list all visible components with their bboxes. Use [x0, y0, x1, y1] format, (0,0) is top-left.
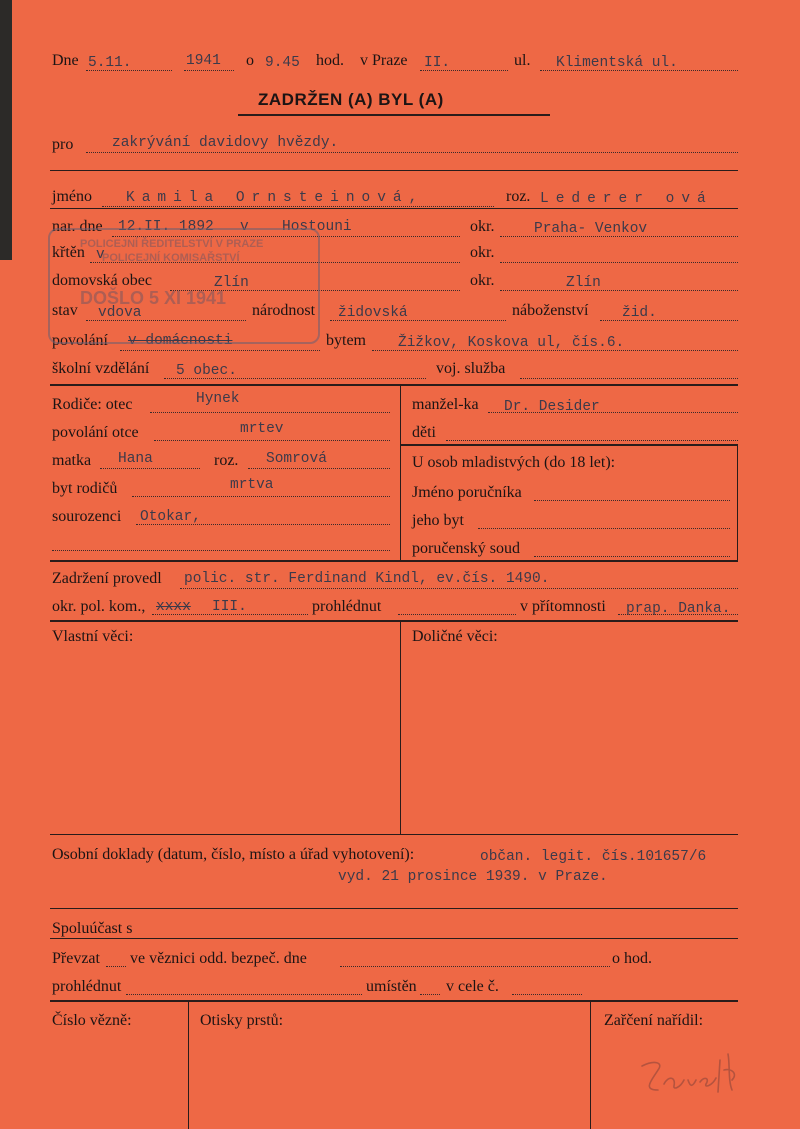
stamp-line2: POLICEJNÍ KOMISAŘSTVÍ: [102, 252, 240, 264]
vzdelani-value: 5 obec.: [176, 363, 237, 379]
otisky-label: Otisky prstů:: [200, 1012, 284, 1029]
matka-roz-label: roz.: [214, 452, 239, 469]
domovska-value: Zlín: [214, 275, 249, 291]
okr-kom-value: III.: [212, 599, 247, 615]
birth-date: 12.II. 1892: [118, 219, 214, 235]
date-year: 1941: [186, 53, 221, 69]
adjacent-page-edge: [0, 0, 12, 260]
bytem-label: bytem: [326, 332, 366, 349]
maiden-name: Lederer ová: [540, 191, 713, 207]
domovska-okr-label: okr.: [470, 272, 495, 289]
rodice-label: Rodiče: otec: [52, 396, 133, 413]
pritomnost-value: prap. Danka.: [626, 601, 731, 617]
povolani-label: povolání: [52, 332, 108, 349]
sourozenci-label: sourozenci: [52, 508, 122, 525]
matka-label: matka: [52, 452, 92, 469]
street-label: ul.: [514, 52, 531, 69]
vzdelani-label: školní vzdělání: [52, 360, 150, 377]
manzel-label: manžel-ka: [412, 396, 479, 413]
district: II.: [424, 55, 451, 71]
stamp-line3: DOŠLO 5 XI 1941: [80, 288, 227, 308]
okr-kom-label: okr. pol. kom.,: [52, 598, 146, 615]
o-hod-label: o hod.: [612, 950, 652, 967]
prevzat-label: Převzat: [52, 950, 100, 967]
stav-label: stav: [52, 302, 78, 319]
documents-line1: občan. legit. čís.101657/6: [480, 849, 707, 865]
kriten-okr-label: okr.: [470, 244, 495, 261]
kriten-label: křtěn: [52, 244, 85, 261]
stamp-line1: POLICEJNÍ ŘEDITELSTVÍ V PRAZE: [80, 238, 264, 250]
place-label: v Praze: [360, 52, 408, 69]
vlastni-label: Vlastní věci:: [52, 628, 134, 645]
byt-rodicu-label: byt rodičů: [52, 480, 118, 497]
kriten-v: v: [96, 247, 105, 263]
birth-okr-label: okr.: [470, 218, 495, 235]
nabozenstvi-label: náboženství: [512, 302, 589, 319]
roz-label: roz.: [506, 188, 531, 205]
police-stamp: [48, 228, 320, 344]
hod-label: hod.: [316, 52, 344, 69]
povolani-otce-value: mrtev: [240, 421, 284, 437]
soud-label: poručenský soud: [412, 540, 520, 557]
porucnik-label: Jméno poručníka: [412, 484, 522, 501]
bytem-value: Žižkov, Koskova ul, čís.6.: [398, 335, 625, 351]
cislo-vezne-label: Číslo vězně:: [52, 1012, 132, 1029]
okr-kom-struck: xxxx: [156, 599, 191, 615]
reason-value: zakrývání davidovy hvězdy.: [112, 135, 339, 151]
povolani-otce-label: povolání otce: [52, 424, 139, 441]
domovska-okr: Zlín: [566, 275, 601, 291]
zarazeni-label: Zařčení nařídil:: [604, 1012, 704, 1029]
provedl-value: polic. str. Ferdinand Kindl, ev.čís. 1490.: [184, 571, 550, 587]
documents-line2: vyd. 21 prosince 1939. v Praze.: [338, 869, 608, 885]
povolani-value: v domácnosti: [128, 333, 233, 349]
birth-place: Hostouni: [282, 219, 352, 235]
nabozenstvi-value: žid.: [622, 305, 657, 321]
dne-label: Dne: [52, 52, 79, 69]
time-value: 9.45: [265, 55, 300, 71]
documents-label: Osobní doklady (datum, číslo, místo a úřad vyhotovení):: [52, 846, 415, 863]
provedl-label: Zadržení provedl: [52, 570, 162, 587]
domovska-label: domovská obec: [52, 272, 152, 289]
street: Klimentská ul.: [556, 55, 678, 71]
footer-prohlednut-label: prohlédnut: [52, 978, 122, 995]
veznice-label: ve věznici odd. bezpeč. dne: [130, 950, 307, 967]
cele-label: v cele č.: [446, 978, 499, 995]
reason-label: pro: [52, 136, 74, 153]
voj-label: voj. služba: [436, 360, 506, 377]
birth-label: nar. dne: [52, 218, 103, 235]
minor-header: U osob mladistvých (do 18 let):: [412, 454, 616, 471]
date-day: 5.11.: [88, 55, 132, 71]
manzel-value: Dr. Desider: [504, 399, 600, 415]
matka-value: Hana: [118, 451, 153, 467]
dolicne-label: Doličné věci:: [412, 628, 498, 645]
narodnost-value: židovská: [338, 305, 408, 321]
name-value: Kamila Ornsteinová,: [126, 190, 425, 206]
matka-roz-value: Somrová: [266, 451, 327, 467]
spoluucast-label: Spoluúčast s: [52, 920, 133, 937]
time-label: o: [246, 52, 254, 69]
otec-value: Hynek: [196, 391, 240, 407]
birth-okr: Praha- Venkov: [534, 221, 648, 237]
stav-value: vdova: [98, 305, 142, 321]
umisten-label: umístěn: [366, 978, 417, 995]
byt-rodicu-value: mrtva: [230, 477, 274, 493]
prohlednut-label: prohlédnut: [312, 598, 382, 615]
form-title: ZADRŽEN (A) BYL (A): [258, 90, 444, 109]
pritomnost-label: v přítomnosti: [520, 598, 606, 615]
pencil-signature: [628, 1040, 748, 1110]
sourozenci-value: Otokar,: [140, 509, 201, 525]
deti-label: děti: [412, 424, 436, 441]
birth-v: v: [240, 219, 249, 235]
jmeno-label: jméno: [52, 188, 92, 205]
jeho-byt-label: jeho byt: [412, 512, 464, 529]
narodnost-label: národnost: [252, 302, 316, 319]
